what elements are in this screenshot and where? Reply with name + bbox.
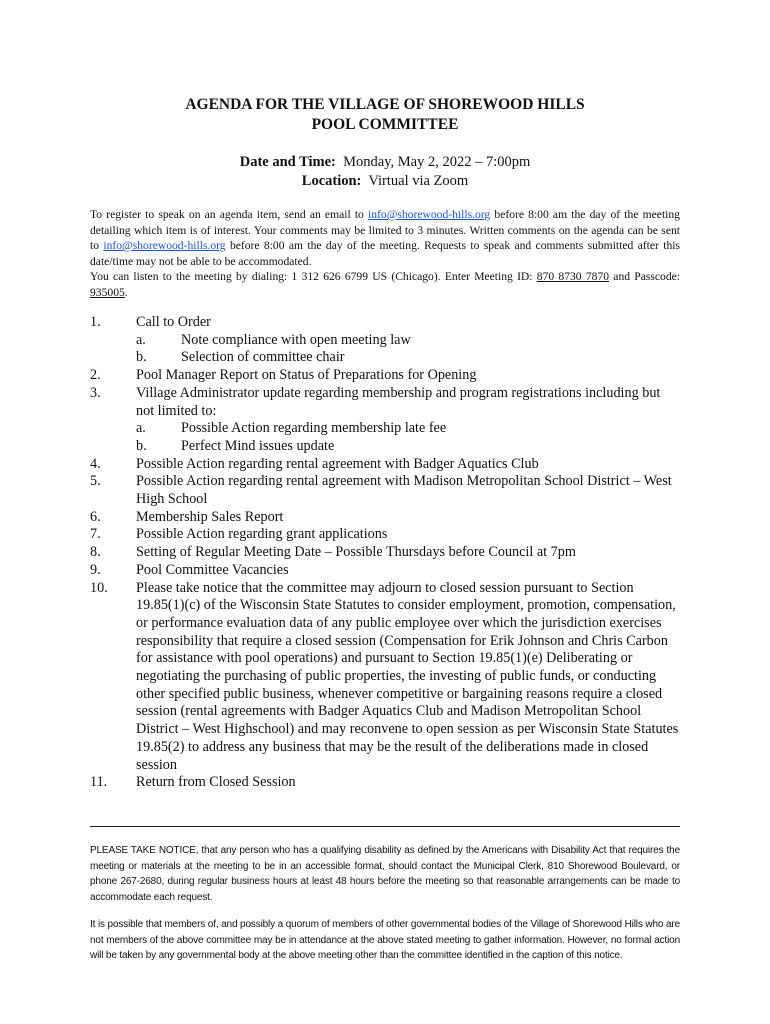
agenda-subitem-letter: a. [136, 331, 146, 348]
period: . [124, 285, 128, 299]
agenda-subitem-row [90, 349, 680, 367]
location-value: Virtual via Zoom [368, 173, 469, 189]
agenda-item-text: Setting of Regular Meeting Date – Possible Thursdays before Council at 7pm [136, 544, 576, 561]
passcode: 935005 [90, 285, 125, 299]
agenda-item-text: Pool Manager Report on Status of Preparations for Opening [136, 367, 477, 384]
agenda-subitem-letter: b. [136, 437, 147, 454]
agenda-subitem-row [90, 332, 680, 350]
agenda-item-text: Membership Sales Report [136, 508, 284, 525]
agenda-subitem-letter: b. [136, 349, 147, 366]
agenda-item-text: Call to Order [136, 314, 211, 330]
agenda-item-text: Village Administrator update regarding membership and program registrations including but not limited to: [136, 384, 661, 419]
agenda-item-text: Possible Action regarding rental agreement with Madison Metropolitan School District – West High School [136, 473, 672, 508]
agenda-item [90, 580, 680, 775]
agenda-item-text: Return from Closed Session [136, 774, 296, 791]
email-link-1[interactable]: info@shorewood-hills.org [368, 208, 491, 221]
agenda-item [90, 526, 680, 544]
intro-text-1: To register to speak on an agenda item, send an email to [90, 208, 369, 221]
agenda-item-number: 8. [90, 544, 101, 561]
agenda-item [90, 562, 680, 580]
agenda-item-text: Please take notice that the committee may adjourn to closed session pursuant to Section 19.85(1)(c) of the Wisconsin State Statutes to consider employment, promotion, compensation, or performance evaluation data of any public employee over which the jurisdiction exercises responsibility that require a closed session (Compensation for Erik Johnson and Chris Carbon for assistance with pool operations) and pursuant to Section 19.85(1)(e) Deliberating or negotiating the purchasing of public properties, the investing of public funds, or conducting other specified public business, whenever competitive or bargaining reasons require a closed session (rental agreements with Badger Aquatics Club and Madison Metropolitan School District – West Highschool) and may reconvene to open session as per Wisconsin State Statutes 19.85(2) to address any business that may be the result of the deliberations made in closed session [136, 579, 679, 773]
agenda-subitem-row [90, 420, 680, 438]
location-line [90, 172, 680, 191]
date-time-line [90, 153, 680, 172]
document-title [90, 95, 680, 135]
meeting-details [90, 153, 680, 191]
agenda-item-text: Possible Action regarding grant applications [136, 526, 388, 543]
agenda-item-number: 4. [90, 455, 101, 472]
agenda-item-number: 3. [90, 384, 101, 401]
dial-in-text: You can listen to the meeting by dialing: 1 312 626 6799 US (Chicago). Enter Meeting ID: [90, 270, 537, 283]
agenda-subitem [136, 438, 680, 456]
intro-text-2: before 8:00 am the day of the meeting detailing which item is of interest. Your comments may be limited to 3 minutes. Written comments on the agenda can be sent to [90, 208, 680, 252]
agenda-subitem-row [90, 438, 680, 456]
quorum-notice: It is possible that members of, and possibly a quorum of members of other governmental bodies of the Village of Shorewood Hills who are not members of the above committee may be in attendance at the above stated meeting to gather information. However, no formal action will be taken by any governmental body at the above meeting other than the committee identified in the caption of this notice. [90, 919, 680, 962]
agenda-item-number: 11. [90, 774, 108, 791]
agenda-item-number: 7. [90, 526, 101, 543]
agenda-item [90, 509, 680, 527]
agenda-subitem [136, 349, 680, 367]
agenda-subitem [136, 332, 680, 350]
agenda-item [90, 367, 680, 385]
registration-paragraph [90, 207, 680, 269]
agenda-item [90, 314, 680, 332]
agenda-item-number: 6. [90, 508, 101, 525]
agenda-item [90, 456, 680, 474]
agenda-subitem-text: Perfect Mind issues update [181, 437, 335, 454]
agenda-subitem-text: Note compliance with open meeting law [181, 331, 411, 348]
agenda-item-number: 2. [90, 367, 101, 384]
agenda-subitem-letter: a. [136, 420, 146, 437]
agenda-item-number: 5. [90, 473, 101, 490]
agenda-item [90, 774, 680, 792]
agenda-item-text: Possible Action regarding rental agreement with Badger Aquatics Club [136, 455, 539, 472]
agenda-list [90, 314, 680, 792]
title-line-1: AGENDA FOR THE VILLAGE OF SHOREWOOD HILLS [185, 96, 585, 113]
agenda-subitem [136, 420, 680, 438]
date-label: Date and Time: [239, 154, 336, 170]
dial-in-paragraph [90, 269, 680, 300]
agenda-item-text: Pool Committee Vacancies [136, 561, 289, 578]
intro-text-3: before 8:00 am the day of the meeting. Requests to speak and comments submitted after this date/time may not be able to be accommodated. [90, 239, 680, 268]
agenda-item [90, 544, 680, 562]
meeting-id: 870 8730 7870 [536, 270, 610, 283]
agenda-subitem-text: Possible Action regarding membership late fee [181, 420, 447, 437]
agenda-subitem-text: Selection of committee chair [181, 349, 345, 366]
email-link-2[interactable]: info@shorewood-hills.org [103, 239, 226, 252]
footer-divider [90, 826, 680, 827]
location-label: Location: [301, 173, 362, 189]
date-value: Monday, May 2, 2022 – 7:00pm [343, 154, 531, 170]
agenda-item-number: 9. [90, 561, 101, 578]
agenda-item [90, 473, 680, 508]
registration-instructions [90, 207, 680, 300]
agenda-item [90, 385, 680, 420]
passcode-label: and Passcode: [609, 270, 681, 283]
agenda-item-number: 10. [90, 579, 108, 596]
agenda-item-number: 1. [90, 314, 101, 330]
disability-notice: PLEASE TAKE NOTICE, that any person who has a qualifying disability as defined by the Americans with Disability Act that requires the meeting or materials at the meeting to be in an accessible format, should contact the Municipal Clerk, 810 Shorewood Boulevard, or phone 267-2680, during regular business hours at least 48 hours before the meeting so that reasonable arrangements can be made to accommodate each request. [90, 845, 680, 903]
title-line-2: POOL COMMITTEE [311, 116, 459, 133]
